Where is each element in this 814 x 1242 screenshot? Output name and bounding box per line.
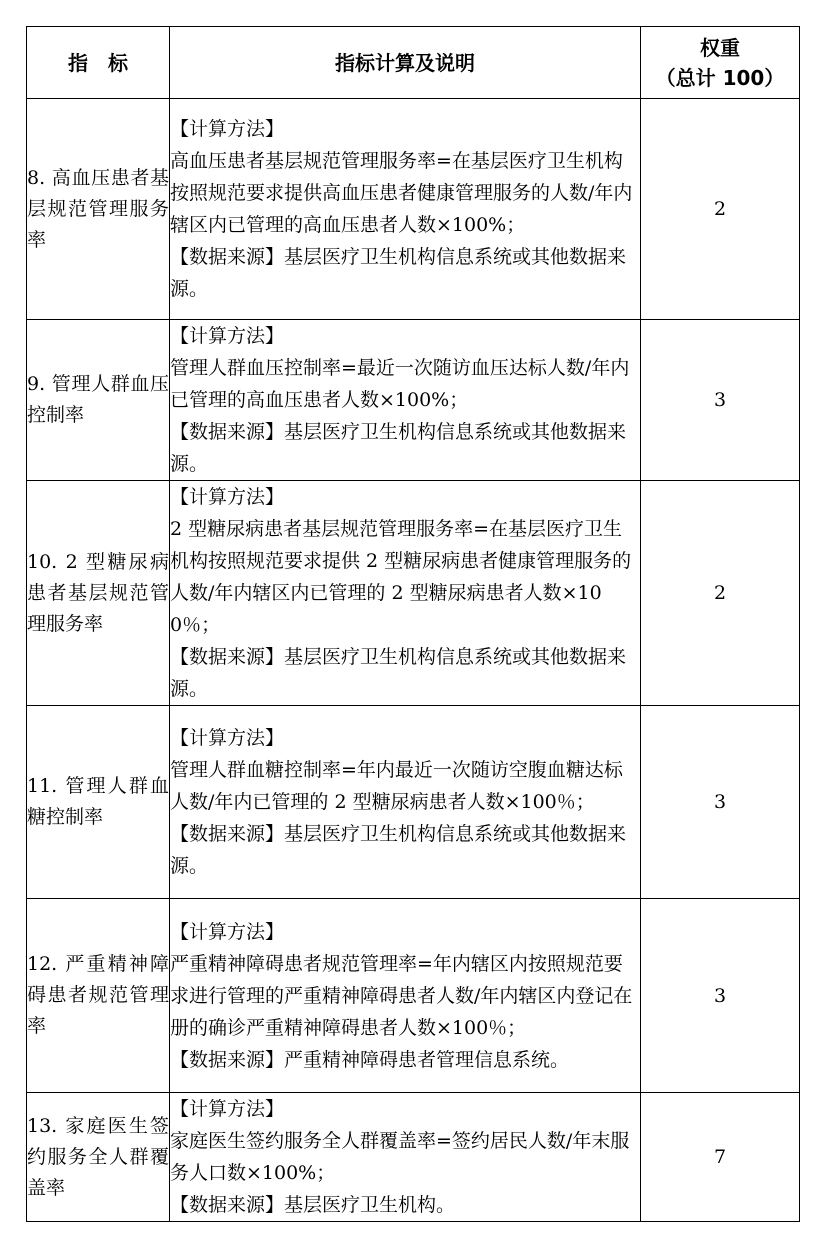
indicator-description [170, 706, 641, 899]
method-text: 管理人群血压控制率=最近一次随访血压达标人数/年内已管理的高血压患者人数×100%； [170, 357, 630, 411]
header-weight-line2: （总计 100） [655, 65, 785, 90]
indicator-description [170, 320, 641, 481]
indicator-table [26, 26, 800, 1222]
table-row [27, 99, 800, 320]
source-text: 【数据来源】基层医疗卫生机构信息系统或其他数据来源。 [170, 421, 627, 475]
indicator-name: 13. 家庭医生签约服务全人群覆盖率 [27, 1093, 170, 1222]
table-row [27, 481, 800, 706]
source-text: 【数据来源】严重精神障碍患者管理信息系统。 [170, 1048, 570, 1071]
indicator-weight: 3 [641, 899, 800, 1093]
method-label: 【计算方法】 [170, 727, 285, 749]
source-text: 【数据来源】基层医疗卫生机构信息系统或其他数据来源。 [170, 823, 627, 877]
indicator-weight: 3 [641, 706, 800, 899]
indicator-name: 11. 管理人群血糖控制率 [27, 706, 170, 899]
indicator-description [170, 899, 641, 1093]
table-row [27, 706, 800, 899]
method-text: 高血压患者基层规范管理服务率=在基层医疗卫生机构按照规范要求提供高血压患者健康管理服务的人数/年内辖区内已管理的高血压患者人数×100%； [170, 150, 633, 236]
indicator-weight: 3 [641, 320, 800, 481]
header-weight [641, 27, 800, 99]
header-row [27, 27, 800, 99]
method-label: 【计算方法】 [170, 920, 285, 943]
header-weight-line1: 权重 [700, 35, 740, 60]
table-row [27, 899, 800, 1093]
method-label: 【计算方法】 [170, 1098, 285, 1120]
method-text: 严重精神障碍患者规范管理率=年内辖区内按照规范要求进行管理的严重精神障碍患者人数/年内辖区内登记在册的确诊严重精神障碍患者人数×100％； [170, 952, 633, 1039]
source-text: 【数据来源】基层医疗卫生机构。 [170, 1194, 456, 1216]
indicator-description [170, 1093, 641, 1222]
method-text: 管理人群血糖控制率=年内最近一次随访空腹血糖达标人数/年内已管理的 2 型糖尿病患者人数×100％； [170, 759, 623, 813]
indicator-name: 9. 管理人群血压控制率 [27, 320, 170, 481]
table-row [27, 320, 800, 481]
indicator-name: 12. 严重精神障碍患者规范管理率 [27, 899, 170, 1093]
indicator-name: 10. 2 型糖尿病患者基层规范管理服务率 [27, 481, 170, 706]
indicator-name: 8. 高血压患者基层规范管理服务率 [27, 99, 170, 320]
method-label: 【计算方法】 [170, 486, 285, 508]
indicator-weight: 2 [641, 481, 800, 706]
method-label: 【计算方法】 [170, 325, 285, 347]
indicator-description [170, 481, 641, 706]
source-text: 【数据来源】基层医疗卫生机构信息系统或其他数据来源。 [170, 646, 627, 700]
method-text: 家庭医生签约服务全人群覆盖率=签约居民人数/年末服务人口数×100%； [170, 1130, 630, 1184]
indicator-weight: 7 [641, 1093, 800, 1222]
indicator-description [170, 99, 641, 320]
source-text: 【数据来源】基层医疗卫生机构信息系统或其他数据来源。 [170, 246, 627, 300]
header-indicator: 指 标 [27, 27, 170, 99]
header-calculation: 指标计算及说明 [170, 27, 641, 99]
method-text: 2 型糖尿病患者基层规范管理服务率=在基层医疗卫生机构按照规范要求提供 2 型糖尿病患者健康管理服务的人数/年内辖区内已管理的 2 型糖尿病患者人数×100％； [170, 518, 632, 636]
method-label: 【计算方法】 [170, 118, 285, 140]
table-row [27, 1093, 800, 1222]
indicator-weight: 2 [641, 99, 800, 320]
